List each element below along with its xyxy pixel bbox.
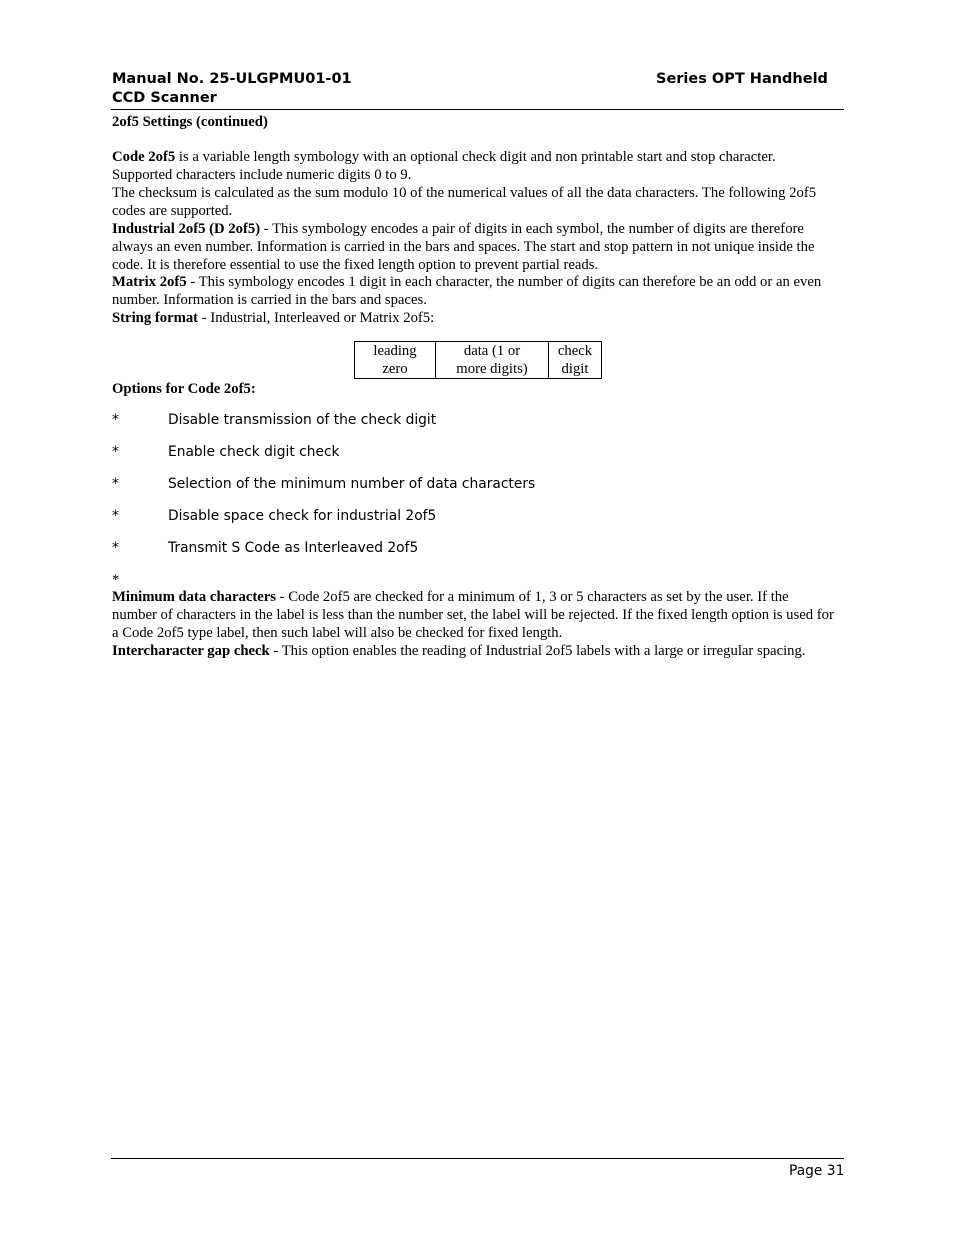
cell-line: zero	[382, 361, 408, 377]
bullet: *	[112, 444, 119, 460]
string-format-table	[354, 341, 602, 379]
code2of5-text: is a variable length symbology with an optional check digit and non printable start and stop character. Supported characters include numeric digits 0 to 9.	[112, 149, 776, 183]
code2of5-paragraph	[112, 148, 836, 184]
min-data-text: - Code 2of5 are checked for a minimum of 1, 3 or 5 characters as set by the user. If the number of characters in the label is less than the number set, the label will be rejected. If the fixed length option is used for a Code 2of5 type label, then such label will also be checked for fixed length.	[112, 589, 834, 641]
table-row	[355, 342, 602, 379]
option-text: Enable check digit check	[168, 444, 340, 460]
gap-check-text: - This option enables the reading of Industrial 2of5 labels with a large or irregular spacing.	[269, 643, 806, 659]
string-format-term: String format	[112, 310, 199, 326]
matrix-paragraph	[112, 273, 836, 309]
header-product-type: CCD Scanner	[112, 90, 217, 106]
cell-line: leading	[373, 343, 417, 359]
table-cell-leading-zero	[355, 342, 436, 379]
cell-line: digit	[561, 361, 589, 377]
min-data-term: Minimum data characters	[112, 589, 276, 605]
min-data-paragraph	[112, 588, 836, 642]
cell-line: check	[557, 343, 593, 359]
bullet: *	[112, 508, 119, 524]
table-cell-check-digit	[549, 342, 602, 379]
header-rule	[111, 109, 844, 110]
gap-check-term: Intercharacter gap check	[112, 643, 270, 659]
table-cell-data	[436, 342, 549, 379]
industrial-text: - This symbology encodes a pair of digits in each symbol, the number of digits are therefore always an even number. Information is carried in the bars and spaces. The start and stop pattern in not unique inside the code. It is therefore essential to use the fixed length option to prevent partial reads.	[112, 221, 815, 273]
string-format-text: - Industrial, Interleaved or Matrix 2of5:	[198, 310, 435, 326]
lone-bullet: *	[112, 572, 120, 588]
bullet: *	[112, 412, 119, 428]
header-manual-number: Manual No. 25-ULGPMU01-01	[112, 71, 352, 87]
string-format-paragraph	[112, 309, 836, 327]
checksum-paragraph: The checksum is calculated as the sum modulo 10 of the numerical values of all the data characters. The following 2of5 codes are supported.	[112, 185, 817, 219]
header-series: Series OPT Handheld	[656, 71, 828, 87]
matrix-term: Matrix 2of5	[112, 274, 187, 290]
code2of5-term: Code 2of5	[112, 149, 176, 165]
option-text: Transmit S Code as Interleaved 2of5	[168, 540, 419, 556]
section-title: 2of5 Settings (continued)	[112, 114, 268, 130]
options-title: Options for Code 2of5:	[112, 381, 256, 397]
industrial-paragraph	[112, 220, 836, 274]
option-text: Selection of the minimum number of data characters	[168, 476, 536, 492]
cell-line: data (1 or	[463, 343, 521, 359]
industrial-term: Industrial 2of5 (D 2of5)	[112, 221, 261, 237]
page-number: Page 31	[789, 1163, 845, 1179]
bullet: *	[112, 540, 119, 556]
option-text: Disable space check for industrial 2of5	[168, 508, 437, 524]
footer-rule	[111, 1158, 844, 1159]
matrix-text: - This symbology encodes 1 digit in each character, the number of digits can therefore be an odd or an even number. Information is carried in the bars and spaces.	[112, 274, 822, 308]
bullet: *	[112, 476, 119, 492]
gap-check-paragraph	[112, 642, 836, 660]
cell-line: more digits)	[456, 361, 528, 377]
option-text: Disable transmission of the check digit	[168, 412, 437, 428]
